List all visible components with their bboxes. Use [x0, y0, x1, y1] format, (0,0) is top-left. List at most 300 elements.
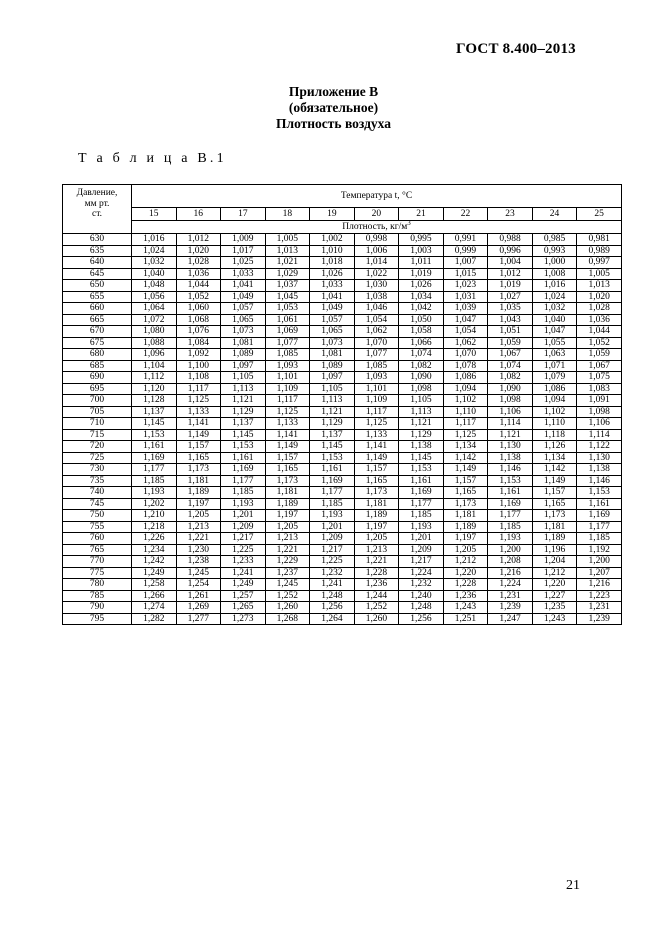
table-caption: Т а б л и ц а В.1 — [78, 151, 227, 166]
pressure-cell: 630 — [63, 234, 132, 246]
density-cell: 1,096 — [132, 349, 177, 361]
table-row — [63, 245, 622, 257]
density-cell: 1,129 — [399, 429, 444, 441]
density-cell: 1,109 — [354, 395, 399, 407]
table-body — [63, 234, 622, 625]
density-cell: 1,137 — [132, 406, 177, 418]
pressure-cell: 760 — [63, 533, 132, 545]
density-cell: 1,231 — [488, 590, 533, 602]
temperature-header-cell: 25 — [577, 208, 622, 221]
density-cell: 1,249 — [132, 567, 177, 579]
density-cell: 1,252 — [265, 590, 310, 602]
density-cell: 1,157 — [265, 452, 310, 464]
table-row — [63, 337, 622, 349]
density-cell: 1,109 — [265, 383, 310, 395]
density-cell: 1,081 — [310, 349, 355, 361]
density-cell: 1,070 — [354, 337, 399, 349]
density-unit-label: Плотность, кг/м — [342, 221, 408, 232]
density-cell: 1,058 — [399, 326, 444, 338]
density-cell: 1,102 — [443, 395, 488, 407]
density-cell: 1,239 — [488, 602, 533, 614]
density-cell: 1,044 — [577, 326, 622, 338]
density-cell: 1,265 — [221, 602, 266, 614]
density-cell: 1,023 — [443, 280, 488, 292]
density-cell: 1,134 — [443, 441, 488, 453]
density-cell: 1,161 — [488, 487, 533, 499]
air-density-table — [62, 184, 622, 625]
table-row — [63, 406, 622, 418]
density-cell: 1,149 — [176, 429, 221, 441]
density-cell: 1,022 — [354, 268, 399, 280]
density-cell: 1,042 — [399, 303, 444, 315]
density-cell: 1,122 — [577, 441, 622, 453]
density-cell: 1,041 — [221, 280, 266, 292]
density-cell: 1,169 — [132, 452, 177, 464]
density-cell: 1,161 — [577, 498, 622, 510]
density-cell: 1,091 — [577, 395, 622, 407]
density-cell: 1,126 — [532, 441, 577, 453]
density-cell: 1,273 — [221, 613, 266, 625]
density-cell: 1,201 — [310, 521, 355, 533]
pressure-header-line: мм рт. — [84, 198, 110, 209]
density-cell: 1,213 — [265, 533, 310, 545]
density-cell: 1,060 — [176, 303, 221, 315]
table-row — [63, 544, 622, 556]
density-cell: 1,129 — [310, 418, 355, 430]
temperature-column-header: Температура t, °С — [132, 185, 622, 208]
appendix-name: Плотность воздуха — [276, 116, 391, 131]
density-cell: 1,257 — [221, 590, 266, 602]
density-cell: 1,258 — [132, 579, 177, 591]
density-cell: 1,226 — [132, 533, 177, 545]
density-cell: 1,249 — [221, 579, 266, 591]
density-cell: 1,039 — [443, 303, 488, 315]
density-cell: 1,141 — [265, 429, 310, 441]
density-cell: 1,078 — [443, 360, 488, 372]
pressure-cell: 635 — [63, 245, 132, 257]
density-cell: 1,120 — [132, 383, 177, 395]
density-cell: 1,245 — [265, 579, 310, 591]
density-cell: 1,013 — [265, 245, 310, 257]
density-cell: 1,181 — [354, 498, 399, 510]
density-cell: 1,061 — [265, 314, 310, 326]
density-cell: 1,129 — [221, 406, 266, 418]
pressure-cell: 750 — [63, 510, 132, 522]
pressure-cell: 680 — [63, 349, 132, 361]
density-cell: 1,049 — [221, 291, 266, 303]
density-cell: 1,032 — [132, 257, 177, 269]
density-cell: 1,238 — [176, 556, 221, 568]
density-cell: 1,207 — [577, 567, 622, 579]
density-cell: 1,181 — [176, 475, 221, 487]
density-cell: 1,010 — [310, 245, 355, 257]
density-cell: 1,018 — [310, 257, 355, 269]
density-cell: 1,173 — [532, 510, 577, 522]
density-cell: 1,097 — [310, 372, 355, 384]
density-cell: 1,236 — [354, 579, 399, 591]
density-cell: 1,269 — [176, 602, 221, 614]
density-cell: 1,230 — [176, 544, 221, 556]
page-number: 21 — [566, 878, 580, 893]
temperature-header-cell: 21 — [399, 208, 444, 221]
temperature-header-cell: 22 — [443, 208, 488, 221]
density-cell: 1,193 — [132, 487, 177, 499]
table-row — [63, 579, 622, 591]
density-cell: 1,044 — [176, 280, 221, 292]
density-cell: 1,256 — [310, 602, 355, 614]
pressure-cell: 785 — [63, 590, 132, 602]
density-cell: 1,019 — [399, 268, 444, 280]
pressure-cell: 745 — [63, 498, 132, 510]
density-cell: 1,228 — [443, 579, 488, 591]
density-cell: 1,223 — [577, 590, 622, 602]
density-cell: 1,073 — [221, 326, 266, 338]
density-cell: 1,137 — [221, 418, 266, 430]
density-cell: 1,237 — [265, 567, 310, 579]
density-cell: 1,064 — [132, 303, 177, 315]
density-cell: 1,229 — [265, 556, 310, 568]
density-cell: 1,052 — [176, 291, 221, 303]
density-cell: 1,086 — [443, 372, 488, 384]
density-cell: 1,185 — [488, 521, 533, 533]
density-cell: 1,014 — [354, 257, 399, 269]
density-cell: 1,054 — [354, 314, 399, 326]
density-cell: 1,157 — [176, 441, 221, 453]
density-cell: 1,145 — [221, 429, 266, 441]
density-cell: 1,133 — [265, 418, 310, 430]
pressure-cell: 675 — [63, 337, 132, 349]
density-cell: 1,209 — [310, 533, 355, 545]
density-cell: 1,260 — [354, 613, 399, 625]
density-cell: 0,995 — [399, 234, 444, 246]
pressure-cell: 740 — [63, 487, 132, 499]
table-row — [63, 280, 622, 292]
density-cell: 1,009 — [221, 234, 266, 246]
density-cell: 1,134 — [532, 452, 577, 464]
density-cell: 1,173 — [354, 487, 399, 499]
temperature-header-cell: 17 — [221, 208, 266, 221]
density-cell: 1,030 — [354, 280, 399, 292]
density-cell: 1,128 — [132, 395, 177, 407]
density-cell: 1,074 — [488, 360, 533, 372]
density-cell: 1,055 — [532, 337, 577, 349]
density-cell: 1,056 — [132, 291, 177, 303]
density-cell: 0,985 — [532, 234, 577, 246]
density-cell: 1,105 — [310, 383, 355, 395]
density-cell: 1,240 — [399, 590, 444, 602]
density-cell: 0,988 — [488, 234, 533, 246]
density-cell: 1,254 — [176, 579, 221, 591]
density-cell: 1,105 — [399, 395, 444, 407]
density-cell: 1,002 — [310, 234, 355, 246]
density-cell: 1,157 — [532, 487, 577, 499]
density-cell: 1,118 — [532, 429, 577, 441]
density-cell: 1,141 — [354, 441, 399, 453]
density-cell: 1,149 — [265, 441, 310, 453]
density-cell: 1,071 — [532, 360, 577, 372]
density-cell: 1,200 — [577, 556, 622, 568]
density-cell: 1,201 — [221, 510, 266, 522]
density-cell: 1,121 — [221, 395, 266, 407]
density-cell: 1,013 — [577, 280, 622, 292]
density-cell: 1,138 — [488, 452, 533, 464]
density-cell: 1,105 — [221, 372, 266, 384]
density-cell: 1,173 — [176, 464, 221, 476]
density-cell: 1,081 — [221, 337, 266, 349]
table-row — [63, 291, 622, 303]
density-cell: 1,225 — [310, 556, 355, 568]
density-cell: 1,094 — [532, 395, 577, 407]
density-cell: 1,045 — [265, 291, 310, 303]
density-cell: 1,209 — [399, 544, 444, 556]
density-cell: 1,026 — [399, 280, 444, 292]
density-cell: 1,062 — [443, 337, 488, 349]
pressure-cell: 715 — [63, 429, 132, 441]
density-cell: 1,221 — [354, 556, 399, 568]
density-cell: 1,063 — [532, 349, 577, 361]
pressure-cell: 755 — [63, 521, 132, 533]
density-cell: 1,260 — [265, 602, 310, 614]
density-cell: 1,088 — [132, 337, 177, 349]
density-cell: 1,248 — [310, 590, 355, 602]
density-cell: 1,161 — [132, 441, 177, 453]
density-cell: 1,106 — [488, 406, 533, 418]
density-cell: 1,121 — [399, 418, 444, 430]
density-cell: 1,093 — [354, 372, 399, 384]
table-row — [63, 395, 622, 407]
density-cell: 1,077 — [265, 337, 310, 349]
temperature-header-cell: 15 — [132, 208, 177, 221]
density-cell: 1,092 — [176, 349, 221, 361]
density-cell: 1,113 — [310, 395, 355, 407]
density-cell: 1,173 — [265, 475, 310, 487]
density-cell: 0,997 — [577, 257, 622, 269]
density-cell: 1,027 — [488, 291, 533, 303]
density-cell: 0,996 — [488, 245, 533, 257]
density-cell: 1,266 — [132, 590, 177, 602]
density-cell: 1,102 — [532, 406, 577, 418]
density-cell: 1,213 — [354, 544, 399, 556]
density-cell: 1,189 — [176, 487, 221, 499]
density-cell: 1,113 — [399, 406, 444, 418]
density-cell: 1,232 — [310, 567, 355, 579]
density-cell: 1,090 — [488, 383, 533, 395]
density-cell: 1,057 — [221, 303, 266, 315]
pressure-cell: 770 — [63, 556, 132, 568]
density-cell: 1,117 — [265, 395, 310, 407]
density-cell: 1,012 — [176, 234, 221, 246]
density-cell: 1,177 — [577, 521, 622, 533]
temperature-header-cell: 16 — [176, 208, 221, 221]
density-cell: 1,097 — [221, 360, 266, 372]
pressure-cell: 705 — [63, 406, 132, 418]
density-cell: 1,153 — [221, 441, 266, 453]
table-row — [63, 464, 622, 476]
density-cell: 1,197 — [265, 510, 310, 522]
density-cell: 1,185 — [132, 475, 177, 487]
density-cell: 1,244 — [354, 590, 399, 602]
density-cell: 1,165 — [354, 475, 399, 487]
density-cell: 1,161 — [310, 464, 355, 476]
pressure-cell: 655 — [63, 291, 132, 303]
density-cell: 1,145 — [399, 452, 444, 464]
pressure-cell: 720 — [63, 441, 132, 453]
table-row — [63, 326, 622, 338]
density-cell: 1,224 — [399, 567, 444, 579]
density-cell: 1,101 — [354, 383, 399, 395]
temperature-header-cell: 23 — [488, 208, 533, 221]
density-cell: 1,197 — [354, 521, 399, 533]
table-row — [63, 602, 622, 614]
density-cell: 1,228 — [354, 567, 399, 579]
density-cell: 1,141 — [176, 418, 221, 430]
density-cell: 1,277 — [176, 613, 221, 625]
density-cell: 1,036 — [176, 268, 221, 280]
density-cell: 1,029 — [265, 268, 310, 280]
density-cell: 1,235 — [532, 602, 577, 614]
density-cell: 1,153 — [577, 487, 622, 499]
density-cell: 1,083 — [577, 383, 622, 395]
density-cell: 1,165 — [265, 464, 310, 476]
density-cell: 1,074 — [399, 349, 444, 361]
density-cell: 1,059 — [488, 337, 533, 349]
density-cell: 1,248 — [399, 602, 444, 614]
density-cell: 1,138 — [577, 464, 622, 476]
density-cell: 1,015 — [443, 268, 488, 280]
density-cell: 1,021 — [265, 257, 310, 269]
density-cell: 1,149 — [443, 464, 488, 476]
density-cell: 1,086 — [532, 383, 577, 395]
density-cell: 1,024 — [532, 291, 577, 303]
density-cell: 1,106 — [577, 418, 622, 430]
density-cell: 1,049 — [310, 303, 355, 315]
density-cell: 1,242 — [132, 556, 177, 568]
density-cell: 1,093 — [265, 360, 310, 372]
density-cell: 1,205 — [265, 521, 310, 533]
density-cell: 1,193 — [399, 521, 444, 533]
density-cell: 1,224 — [488, 579, 533, 591]
density-cell: 1,193 — [310, 510, 355, 522]
density-cell: 1,212 — [443, 556, 488, 568]
density-cell: 1,192 — [577, 544, 622, 556]
table-row — [63, 533, 622, 545]
density-cell: 1,185 — [399, 510, 444, 522]
density-cell: 1,216 — [488, 567, 533, 579]
pressure-cell: 650 — [63, 280, 132, 292]
temperature-header-cell: 24 — [532, 208, 577, 221]
density-cell: 1,161 — [399, 475, 444, 487]
density-cell: 1,146 — [488, 464, 533, 476]
density-cell: 1,101 — [265, 372, 310, 384]
density-cell: 1,177 — [399, 498, 444, 510]
density-cell: 1,117 — [443, 418, 488, 430]
density-cell: 1,121 — [488, 429, 533, 441]
table-row — [63, 349, 622, 361]
density-cell: 1,052 — [577, 337, 622, 349]
density-cell: 1,028 — [176, 257, 221, 269]
density-cell: 1,193 — [221, 498, 266, 510]
pressure-cell: 695 — [63, 383, 132, 395]
density-cell: 1,037 — [265, 280, 310, 292]
density-cell: 1,247 — [488, 613, 533, 625]
density-cell: 1,189 — [443, 521, 488, 533]
density-cell: 1,072 — [132, 314, 177, 326]
density-cell: 1,035 — [488, 303, 533, 315]
pressure-cell: 645 — [63, 268, 132, 280]
table-row — [63, 475, 622, 487]
density-cell: 1,189 — [265, 498, 310, 510]
table-row — [63, 303, 622, 315]
density-cell: 1,130 — [577, 452, 622, 464]
density-cell: 1,161 — [221, 452, 266, 464]
density-cell: 1,016 — [532, 280, 577, 292]
density-cell: 1,213 — [176, 521, 221, 533]
density-cell: 1,117 — [176, 383, 221, 395]
density-cell: 1,005 — [577, 268, 622, 280]
density-cell: 1,089 — [221, 349, 266, 361]
table-row — [63, 613, 622, 625]
density-cell: 1,110 — [532, 418, 577, 430]
density-cell: 1,274 — [132, 602, 177, 614]
density-cell: 1,104 — [132, 360, 177, 372]
density-cell: 1,177 — [488, 510, 533, 522]
density-cell: 1,054 — [443, 326, 488, 338]
density-cell: 1,069 — [265, 326, 310, 338]
temperature-header-cell: 18 — [265, 208, 310, 221]
pressure-cell: 730 — [63, 464, 132, 476]
density-cell: 1,133 — [176, 406, 221, 418]
appendix-title: Приложение В — [288, 84, 379, 99]
density-cell: 1,205 — [176, 510, 221, 522]
density-cell: 1,048 — [132, 280, 177, 292]
density-cell: 1,041 — [310, 291, 355, 303]
density-cell: 1,125 — [354, 418, 399, 430]
pressure-cell: 710 — [63, 418, 132, 430]
density-cell: 1,239 — [577, 613, 622, 625]
density-cell: 1,256 — [399, 613, 444, 625]
density-cell: 1,145 — [132, 418, 177, 430]
table-row — [63, 556, 622, 568]
temperature-header-cell: 20 — [354, 208, 399, 221]
density-cell: 1,233 — [221, 556, 266, 568]
density-cell: 1,047 — [532, 326, 577, 338]
density-cell: 1,089 — [310, 360, 355, 372]
density-cell: 1,138 — [399, 441, 444, 453]
pressure-cell: 700 — [63, 395, 132, 407]
pressure-cell: 640 — [63, 257, 132, 269]
density-cell: 1,017 — [221, 245, 266, 257]
density-cell: 1,202 — [132, 498, 177, 510]
density-cell: 1,261 — [176, 590, 221, 602]
table-row — [63, 372, 622, 384]
density-cell: 1,067 — [488, 349, 533, 361]
density-cell: 1,020 — [577, 291, 622, 303]
density-cell: 1,165 — [443, 487, 488, 499]
density-cell: 1,212 — [532, 567, 577, 579]
density-cell: 1,114 — [577, 429, 622, 441]
density-cell: 1,024 — [132, 245, 177, 257]
density-cell: 1,264 — [310, 613, 355, 625]
density-cell: 1,082 — [488, 372, 533, 384]
table-row — [63, 567, 622, 579]
table-row — [63, 234, 622, 246]
density-cell: 1,065 — [221, 314, 266, 326]
density-cell: 1,234 — [132, 544, 177, 556]
density-cell: 1,008 — [532, 268, 577, 280]
density-cell: 1,112 — [132, 372, 177, 384]
density-cell: 1,125 — [443, 429, 488, 441]
density-cell: 1,181 — [443, 510, 488, 522]
